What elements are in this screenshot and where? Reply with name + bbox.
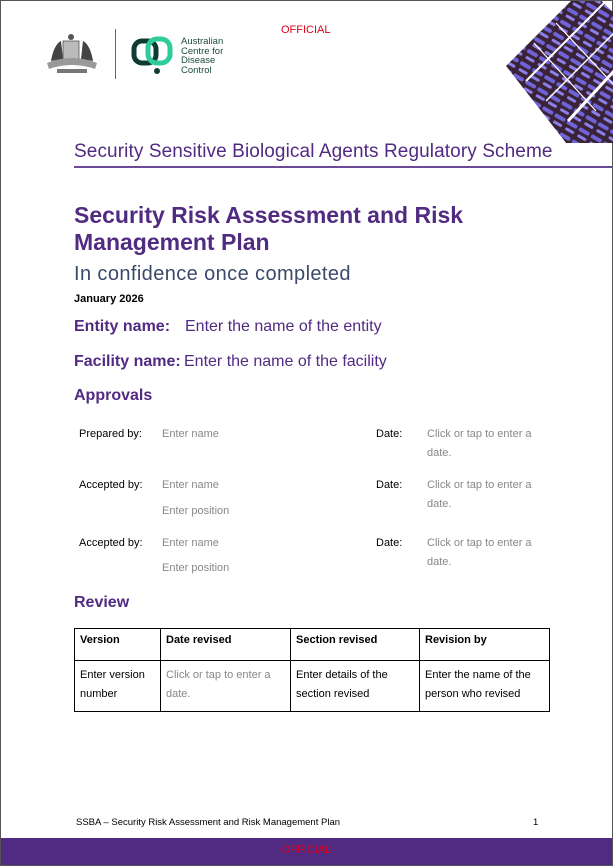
prepared-by-label: Prepared by: (79, 428, 142, 440)
document-subtitle: In confidence once completed (74, 263, 351, 285)
logo-divider (115, 29, 116, 79)
page-number: 1 (533, 817, 539, 828)
commonwealth-crest-icon (43, 31, 101, 77)
date-placeholder: date. (427, 498, 452, 510)
date-label: Date: (376, 479, 403, 491)
entity-name-label: Entity name: (74, 318, 171, 335)
accepted-date-picker[interactable] (427, 534, 532, 572)
title-line: Management Plan (74, 229, 270, 255)
accepted-by-name-field[interactable]: Enter name (162, 537, 219, 549)
version-cell[interactable]: Enter version number (75, 661, 161, 712)
column-header-version: Version (75, 629, 161, 661)
accepted-by-position-field[interactable]: Enter position (162, 562, 230, 574)
date-placeholder: date. (427, 556, 452, 568)
title-line: Security Risk Assessment and Risk (74, 202, 464, 228)
logo-line: Australian (181, 36, 224, 47)
acdc-logo-text (181, 37, 223, 75)
logo-line: Disease (181, 55, 216, 66)
accepted-by-name-field[interactable]: Enter name (162, 479, 219, 491)
entity-name-field[interactable]: Enter the name of the entity (185, 318, 382, 335)
date-revised-cell[interactable]: Click or tap to enter a date. (161, 661, 291, 712)
column-header-section-revised: Section revised (291, 629, 420, 661)
date-placeholder: Click or tap to enter a (427, 479, 532, 491)
facility-name-field[interactable]: Enter the name of the facility (184, 353, 387, 370)
date-placeholder: Click or tap to enter a (427, 428, 532, 440)
approvals-heading: Approvals (74, 387, 153, 404)
acdc-logo-icon (131, 35, 177, 77)
accepted-by-label: Accepted by: (79, 537, 143, 549)
accepted-by-label: Accepted by: (79, 479, 143, 491)
date-label: Date: (376, 537, 403, 549)
logo-line: Centre for (181, 45, 224, 57)
footer-document-title: SSBA – Security Risk Assessment and Risk Management Plan (76, 817, 341, 828)
logo-line: Control (181, 64, 212, 76)
review-heading: Review (74, 594, 130, 611)
table-row (75, 661, 550, 712)
prepared-date-picker[interactable] (427, 425, 532, 463)
date-placeholder: Click or tap to enter a (427, 537, 532, 549)
section-revised-cell[interactable]: Enter details of the section revised (291, 661, 420, 712)
review-table (74, 628, 550, 712)
date-placeholder: date. (427, 447, 452, 459)
column-header-revision-by: Revision by (420, 629, 550, 661)
scheme-underline (74, 166, 612, 168)
bacteria-image-decoration (506, 1, 613, 143)
scheme-title: Security Sensitive Biological Agents Regulatory Scheme (74, 141, 553, 162)
document-date: January 2026 (74, 293, 144, 305)
facility-name-label: Facility name: (74, 353, 181, 370)
document-title (74, 202, 463, 256)
accepted-by-position-field[interactable]: Enter position (162, 505, 230, 517)
table-header-row (75, 629, 550, 661)
revision-by-cell[interactable]: Enter the name of the person who revised (420, 661, 550, 712)
classification-marking-bottom: OFFICIAL (281, 844, 332, 856)
classification-marking-top: OFFICIAL (281, 24, 331, 36)
column-header-date-revised: Date revised (161, 629, 291, 661)
accepted-date-picker[interactable] (427, 476, 532, 514)
prepared-by-name-field[interactable]: Enter name (162, 428, 219, 440)
date-label: Date: (376, 428, 403, 440)
